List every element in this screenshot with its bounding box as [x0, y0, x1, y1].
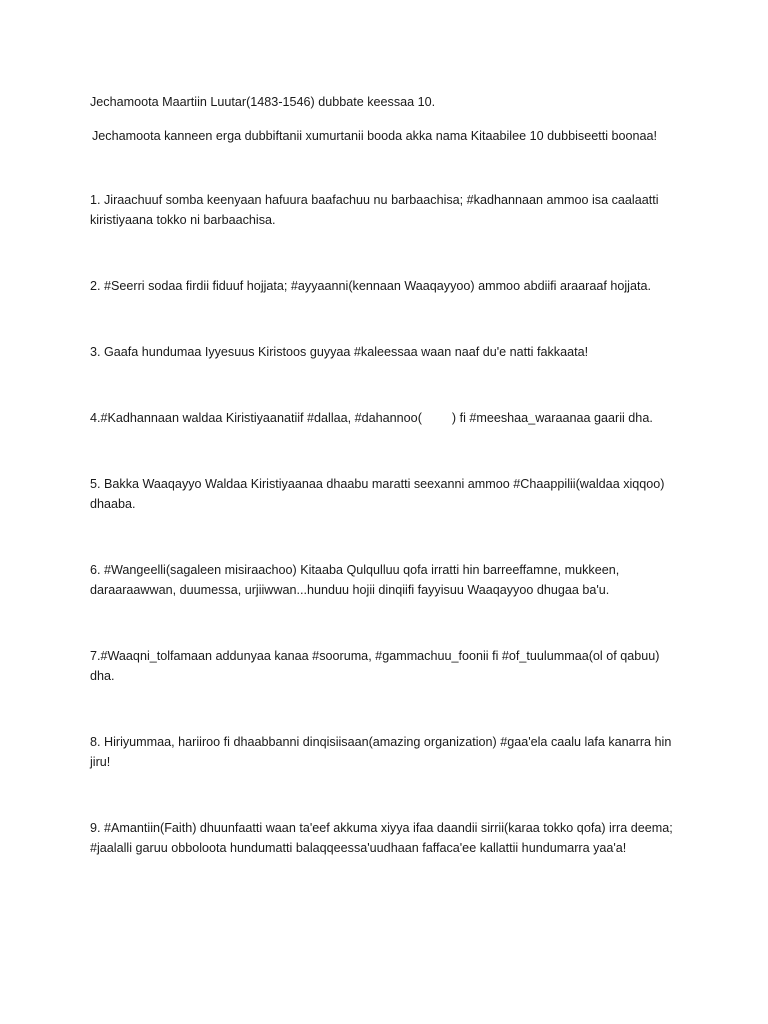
list-item-3: 3. Gaafa hundumaa Iyyesuus Kiristoos guyyaa #kaleessaa waan naaf du'e natti fakkaata!: [90, 345, 589, 359]
list-item-4-start: 4.#Kadhannaan waldaa Kiristiyaanatiif #dallaa, #dahannoo(: [90, 411, 422, 425]
list-item-1: 1. Jiraachuuf somba keenyaan hafuura baafachuu nu barbaachisa; #kadhannaan ammoo isa caalaatti kiristiyaana tokko ni barbaachisa.: [90, 193, 659, 227]
list-item-2: 2. #Seerri sodaa firdii fiduuf hojjata; #ayyaanni(kennaan Waaqayyoo) ammoo abdiifi araaraaf hojjata.: [90, 279, 651, 293]
list-item-4: [90, 408, 680, 428]
list-item-6: 6. #Wangeelli(sagaleen misiraachoo) Kitaaba Qulqulluu qofa irratti hin barreeffamne, mukkeen, daraaraawwan, duumessa, urjiiwwan...hunduu hojii dinqiifi fayyisuu Waaqayyoo dhugaa ba'u.: [90, 563, 620, 597]
list-item-7: 7.#Waaqni_tolfamaan addunyaa kanaa #sooruma, #gammachuu_foonii fi #of_tuulummaa(ol of qabuu) dha.: [90, 649, 660, 683]
list-item-5: 5. Bakka Waaqayyo Waldaa Kiristiyaanaa dhaabu maratti seexanni ammoo #Chaappilii(waldaa xiqqoo) dhaaba.: [90, 477, 665, 511]
list-item-9: 9. #Amantiin(Faith) dhuunfaatti waan ta'eef akkuma xiyya ifaa daandii sirrii(karaa tokko qofa) irra deema; #jaalalli garuu obboloota hundumatti balaqqeessa'uudhaan faffaca'ee kallattii hundumarra yaa'a!: [90, 821, 673, 855]
document-title: Jechamoota Maartiin Luutar(1483-1546) dubbate keessaa 10.: [90, 95, 436, 109]
list-item-8: 8. Hiriyummaa, hariiroo fi dhaabbanni dinqisiisaan(amazing organization) #gaa'ela caalu lafa kanarra hin jiru!: [90, 735, 672, 769]
document-intro: Jechamoota kanneen erga dubbiftanii xumurtanii booda akka nama Kitaabilee 10 dubbiseetti boonaa!: [92, 129, 658, 143]
list-item-4-end: ) fi #meeshaa_waraanaa gaarii dha.: [451, 411, 653, 425]
